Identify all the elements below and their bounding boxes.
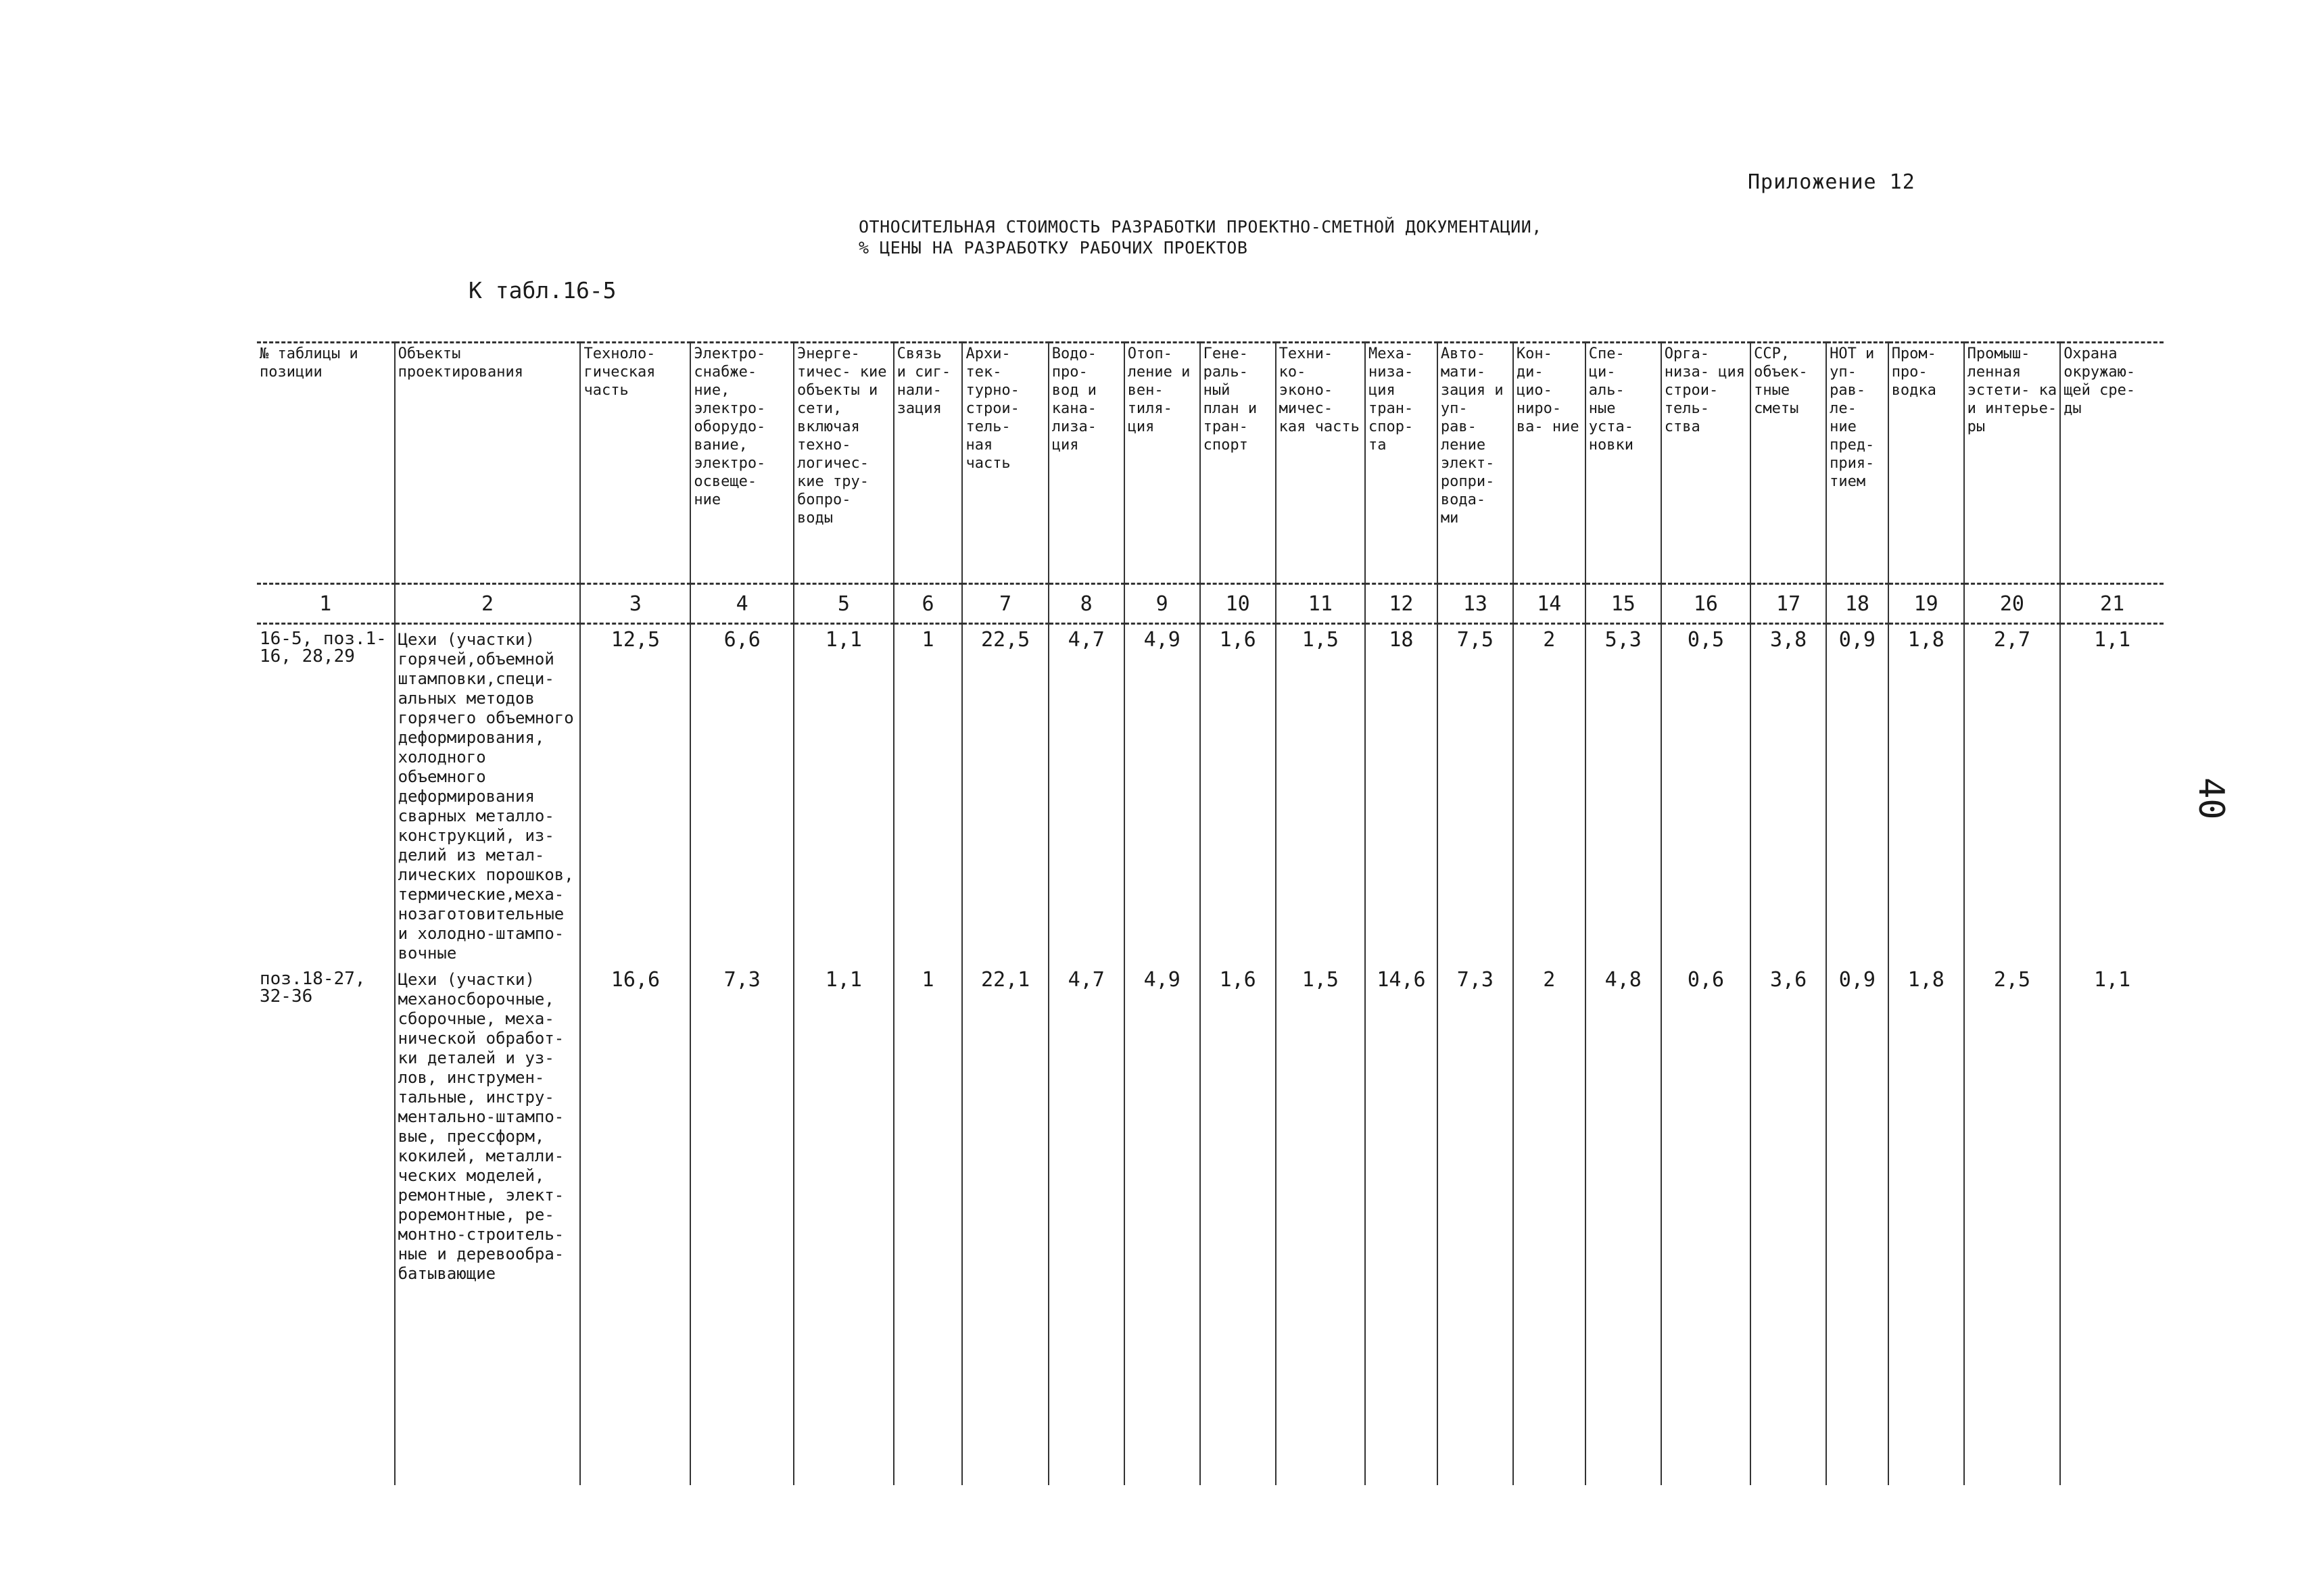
header-cell: НОТ и уп- рав- ле- ние пред- прия- тием bbox=[1826, 343, 1888, 584]
column-number-row bbox=[257, 584, 2164, 624]
value-cell: 1,1 bbox=[794, 624, 894, 965]
value-cell: 3,8 bbox=[1750, 624, 1826, 965]
value-cell: 1,5 bbox=[1276, 624, 1365, 965]
header-cell: ССР, объек- тные сметы bbox=[1750, 343, 1826, 584]
table-row bbox=[257, 624, 2164, 965]
value-cell: 22,5 bbox=[962, 624, 1048, 965]
value-cell: 3,6 bbox=[1750, 965, 1826, 1485]
header-cell: Гене- раль- ный план и тран- спорт bbox=[1200, 343, 1276, 584]
value-cell: 22,1 bbox=[962, 965, 1048, 1485]
table-row bbox=[257, 965, 2164, 1485]
value-cell: 2,5 bbox=[1964, 965, 2061, 1485]
header-cell: Авто- мати- зация и уп- рав- ление элект- ропри- вода- ми bbox=[1437, 343, 1513, 584]
header-cell: Спе- ци- аль- ные уста- новки bbox=[1585, 343, 1661, 584]
header-row bbox=[257, 343, 2164, 584]
header-cell: Отоп- ление и вен- тиля- ция bbox=[1124, 343, 1200, 584]
column-number: 16 bbox=[1661, 584, 1750, 624]
header-cell: Связь и сиг- нали- зация bbox=[894, 343, 963, 584]
value-cell: 0,6 bbox=[1661, 965, 1750, 1485]
value-cell: 1,1 bbox=[2060, 965, 2164, 1485]
column-number: 7 bbox=[962, 584, 1048, 624]
value-cell: 2 bbox=[1513, 965, 1585, 1485]
value-cell: 4,8 bbox=[1585, 965, 1661, 1485]
value-cell: 1 bbox=[894, 624, 963, 965]
value-cell: 2,7 bbox=[1964, 624, 2061, 965]
header-cell: Орга- низа- ция строи- тель- ства bbox=[1661, 343, 1750, 584]
value-cell: 1,1 bbox=[794, 965, 894, 1485]
object-cell: Цехи (участки) горячей,объемной штамповки,специ- альных методов горячего объемного деформирования, холодного объемного деформирования сварных металло- конструкций, из- делий из метал- лических порошков, термические,меха- нозаготовительные и холодно-штампо- вочные bbox=[395, 624, 581, 965]
column-number: 14 bbox=[1513, 584, 1585, 624]
column-number: 17 bbox=[1750, 584, 1826, 624]
column-number: 21 bbox=[2060, 584, 2164, 624]
column-number: 15 bbox=[1585, 584, 1661, 624]
page-number: 40 bbox=[2191, 777, 2231, 820]
value-cell: 18 bbox=[1365, 624, 1437, 965]
header-cell: Кон- ди- цио- ниро- ва- ние bbox=[1513, 343, 1585, 584]
header-cell: Меха- низа- ция тран- спор- та bbox=[1365, 343, 1437, 584]
value-cell: 14,6 bbox=[1365, 965, 1437, 1485]
document-title bbox=[859, 216, 1738, 258]
column-number: 9 bbox=[1124, 584, 1200, 624]
value-cell: 1,6 bbox=[1200, 965, 1276, 1485]
value-cell: 4,9 bbox=[1124, 624, 1200, 965]
value-cell: 1,1 bbox=[2060, 624, 2164, 965]
appendix-label: Приложение 12 bbox=[1748, 170, 1915, 194]
header-cell: Архи- тек- турно- строи- тель- ная часть bbox=[962, 343, 1048, 584]
value-cell: 0,9 bbox=[1826, 624, 1888, 965]
position-cell: поз.18-27, 32-36 bbox=[260, 969, 366, 1007]
header-cell: Объекты проектирования bbox=[395, 343, 581, 584]
column-number: 8 bbox=[1049, 584, 1124, 624]
header-cell: Электро- снабже- ние, электро- оборудо- вание, электро- освеще- ние bbox=[690, 343, 794, 584]
value-cell: 1,6 bbox=[1200, 624, 1276, 965]
column-number: 3 bbox=[580, 584, 690, 624]
column-number: 1 bbox=[257, 584, 395, 624]
value-cell: 4,9 bbox=[1124, 965, 1200, 1485]
column-number: 18 bbox=[1826, 584, 1888, 624]
column-number: 5 bbox=[794, 584, 894, 624]
value-cell: 1,8 bbox=[1888, 624, 1964, 965]
value-cell: 1,8 bbox=[1888, 965, 1964, 1485]
header-cell: Пром- про- водка bbox=[1888, 343, 1964, 584]
cost-table bbox=[257, 341, 2164, 1485]
title-line-1: ОТНОСИТЕЛЬНАЯ СТОИМОСТЬ РАЗРАБОТКИ ПРОЕКТНО-СМЕТНОЙ ДОКУМЕНТАЦИИ, bbox=[859, 217, 1542, 237]
header-cell: № таблицы и позиции bbox=[257, 343, 395, 584]
column-number: 10 bbox=[1200, 584, 1276, 624]
value-cell: 7,3 bbox=[1437, 965, 1513, 1485]
header-cell: Водо- про- вод и кана- лиза- ция bbox=[1049, 343, 1124, 584]
value-cell: 6,6 bbox=[690, 624, 794, 965]
value-cell: 12,5 bbox=[580, 624, 690, 965]
header-cell: Техноло- гическая часть bbox=[580, 343, 690, 584]
value-cell: 4,7 bbox=[1049, 624, 1124, 965]
column-number: 2 bbox=[395, 584, 581, 624]
value-cell: 4,7 bbox=[1049, 965, 1124, 1485]
value-cell: 1 bbox=[894, 965, 963, 1485]
header-cell: Техни- ко- эконо- мичес- кая часть bbox=[1276, 343, 1365, 584]
table-reference: К табл.16-5 bbox=[469, 277, 617, 304]
value-cell: 0,9 bbox=[1826, 965, 1888, 1485]
title-line-2: % ЦЕНЫ НА РАЗРАБОТКУ РАБОЧИХ ПРОЕКТОВ bbox=[859, 238, 1248, 258]
column-number: 11 bbox=[1276, 584, 1365, 624]
object-cell: Цехи (участки) механосборочные, сборочные, меха- нической обработ- ки деталей и уз- лов, инструмен- тальные, инстру- ментально-штампо- вые, прессформ, кокилей, металли- ческих моделей, ремонтные, элект- роремонтные, ре- монтно-строитель- ные и деревообра- батывающие bbox=[395, 965, 581, 1485]
header-cell: Промыш- ленная эстети- ка и интерье- ры bbox=[1964, 343, 2061, 584]
value-cell: 1,5 bbox=[1276, 965, 1365, 1485]
column-number: 4 bbox=[690, 584, 794, 624]
value-cell: 16,6 bbox=[580, 965, 690, 1485]
column-number: 6 bbox=[894, 584, 963, 624]
value-cell: 2 bbox=[1513, 624, 1585, 965]
header-cell: Энерге- тичес- кие объекты и сети, включая техно- логичес- кие тру- бопро- воды bbox=[794, 343, 894, 584]
value-cell: 7,5 bbox=[1437, 624, 1513, 965]
column-number: 12 bbox=[1365, 584, 1437, 624]
column-number: 13 bbox=[1437, 584, 1513, 624]
column-number: 20 bbox=[1964, 584, 2061, 624]
value-cell: 7,3 bbox=[690, 965, 794, 1485]
column-number: 19 bbox=[1888, 584, 1964, 624]
value-cell: 5,3 bbox=[1585, 624, 1661, 965]
value-cell: 0,5 bbox=[1661, 624, 1750, 965]
header-cell: Охрана окружаю- щей сре- ды bbox=[2060, 343, 2164, 584]
position-cell: 16-5, поз.1-16, 28,29 bbox=[260, 629, 387, 667]
